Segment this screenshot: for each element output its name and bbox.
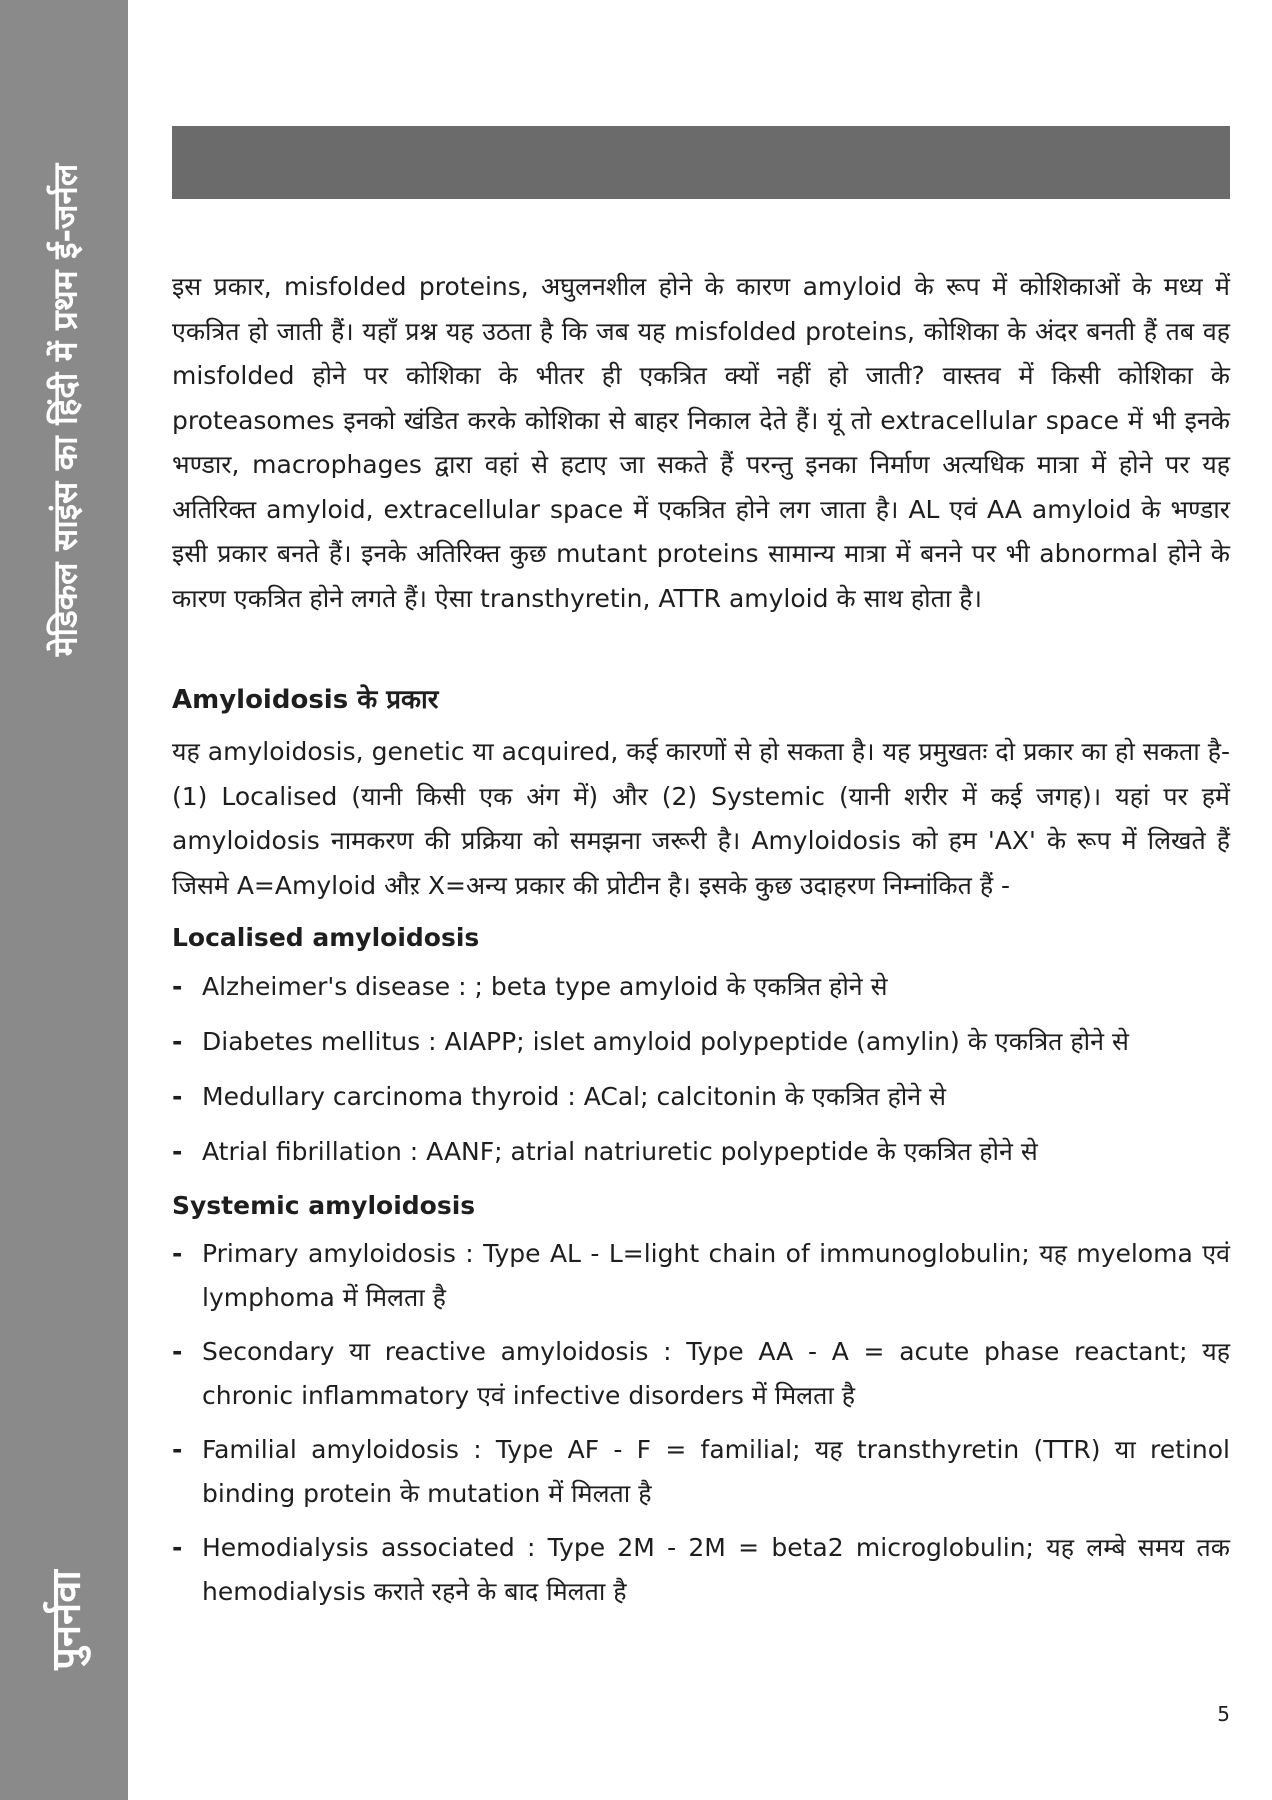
systemic-heading: Systemic amyloidosis (172, 1191, 476, 1220)
bullet-dash: - (172, 1337, 183, 1366)
sidebar (0, 0, 128, 1800)
localised-list (172, 964, 1230, 1174)
list-item (172, 1330, 1230, 1418)
list-item-text: Hemodialysis associated : Type 2M - 2M = beta2 microglobulin; यह लम्बे समय तक hemodialysis कराते रहने के बाद मिलता है (202, 1533, 1230, 1606)
localised-heading: Localised amyloidosis (172, 923, 480, 952)
list-item (172, 1019, 1230, 1064)
list-item (172, 1428, 1230, 1516)
list-item (172, 1232, 1230, 1320)
article-content (172, 265, 1230, 1624)
intro-paragraph: इस प्रकार, misfolded proteins, अघुलनशील होने के कारण amyloid के रूप में कोशिकाओं के मध्य में एकत्रित हो जाती हैं। यहाँ प्रश्न यह उठता है कि जब यह misfolded proteins, कोशिका के अंदर बनती हैं तब वह misfolded होने पर कोशिका के भीतर ही एकत्रित क्यों नहीं हो जाती? वास्तव में किसी कोशिका के proteasomes इनको खंडित करके कोशिका से बाहर निकाल देते हैं। यूं तो extracellular space में भी इनके भण्डार, macrophages द्वारा वहां से हटाए जा सकते हैं परन्तु इनका निर्माण अत्यधिक मात्रा में होने पर यह अतिरिक्त amyloid, extracellular space में एकत्रित होने लग जाता है। AL एवं AA amyloid के भण्डार इसी प्रकार बनते हैं। इनके अतिरिक्त कुछ mutant proteins सामान्य मात्रा में बनने पर भी abnormal होने के कारण एकत्रित होने लगते हैं। ऐसा transthyretin, ATTR amyloid के साथ होता है। (172, 272, 1230, 613)
journal-title: मेडिकल साइंस का हिंदी में प्रथम ई-जर्नल (45, 163, 85, 657)
page-number: 5 (1217, 1702, 1230, 1726)
header-band (172, 126, 1230, 199)
list-item-text: Primary amyloidosis : Type AL - L=light chain of immunoglobulin; यह myeloma एवं lymphoma में मिलता है (202, 1239, 1230, 1312)
list-item (172, 964, 1230, 1009)
list-item (172, 1526, 1230, 1614)
list-item-text: Atrial fibrillation : AANF; atrial natriuretic polypeptide के एकत्रित होने से (202, 1137, 1038, 1166)
bullet-dash: - (172, 1027, 183, 1056)
types-paragraph: यह amyloidosis, genetic या acquired, कई कारणों से हो सकता है। यह प्रमुखतः दो प्रकार का हो सकता है- (1) Localised (यानी किसी एक अंग में) और (2) Systemic (यानी शरीर में कई जगह)। यहां पर हमें amyloidosis नामकरण की प्रक्रिया को समझना जरूरी है। Amyloidosis को हम 'AX' के रूप में लिखते हैं जिसमे A=Amyloid औऱ X=अन्य प्रकार की प्रोटीन है। इसके कुछ उदाहरण निम्नांकित हैं - (172, 737, 1230, 900)
bullet-dash: - (172, 1137, 183, 1166)
list-item-text: Alzheimer's disease : ; beta type amyloid के एकत्रित होने से (202, 972, 888, 1001)
list-item-text: Secondary या reactive amyloidosis : Type AA - A = acute phase reactant; यह chronic inflammatory एवं infective disorders में मिलता है (202, 1337, 1230, 1410)
journal-brand: पुनर्नवा (43, 1570, 90, 1670)
bullet-dash: - (172, 1239, 183, 1268)
list-item (172, 1129, 1230, 1174)
section-heading: Amyloidosis के प्रकार (172, 685, 439, 715)
list-item (172, 1074, 1230, 1119)
bullet-dash: - (172, 1082, 183, 1111)
list-item-text: Diabetes mellitus : AIAPP; islet amyloid polypeptide (amylin) के एकत्रित होने से (202, 1027, 1129, 1056)
systemic-list (172, 1232, 1230, 1614)
bullet-dash: - (172, 1533, 183, 1562)
list-item-text: Familial amyloidosis : Type AF - F = familial; यह transthyretin (TTR) या retinol binding protein के mutation में मिलता है (202, 1435, 1230, 1508)
bullet-dash: - (172, 972, 183, 1001)
list-item-text: Medullary carcinoma thyroid : ACal; calcitonin के एकत्रित होने से (202, 1082, 946, 1111)
bullet-dash: - (172, 1435, 183, 1464)
